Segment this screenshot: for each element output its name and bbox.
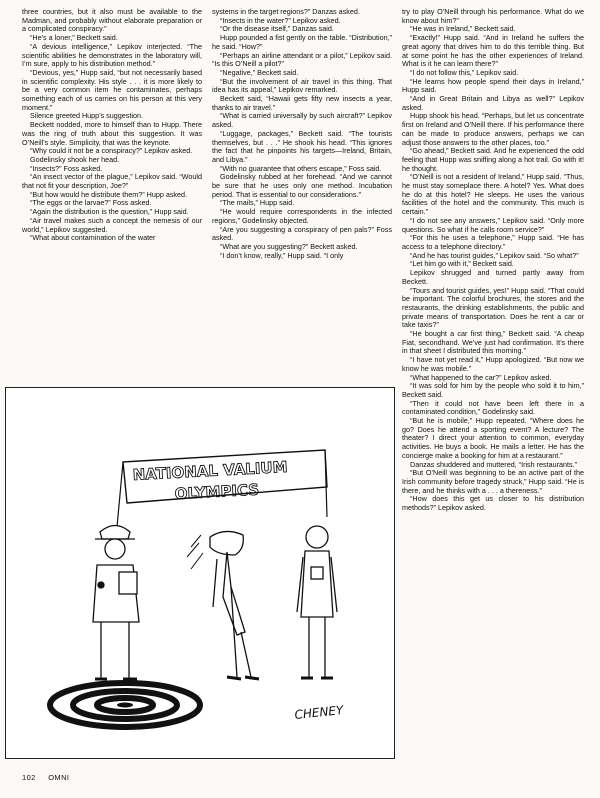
paragraph: try to play O’Neill through his performance. What do we know about him?”: [402, 8, 584, 25]
paragraph: “Devious, yes,” Hupp said, “but not necessarily based in scientific complexity. His style . . . it is more likely to be a very common item he contaminates, perhaps something each of us carries on his person at this very moment.”: [22, 67, 202, 112]
text-column-1: [22, 8, 202, 380]
paragraph: “Negative,” Beckett said.: [220, 67, 299, 77]
paragraph: “Then it could not have been left there in a contaminated condition,” Godelinsky said.: [402, 398, 584, 417]
page-footer: [22, 773, 79, 782]
paragraph: “Exactly!” Hupp said. “And in Ireland he suffers the great agony that drives him to do this terrible thing. But at some point he has the other experiences of Ireland. What is it he can learn there?”: [402, 33, 584, 69]
paragraph: Lepikov shrugged and turned partly away from Beckett.: [402, 268, 584, 286]
paragraph: “For this he uses a telephone,” Hupp said. “He has access to a telephone directory.”: [402, 233, 584, 251]
page-number: 102: [22, 773, 36, 782]
paragraph: “Or the disease itself,” Danzas said.: [220, 24, 334, 34]
paragraph: “What about contamination of the water: [30, 233, 156, 243]
paragraph: “Are you suggesting a conspiracy of pen pals?” Foss asked.: [212, 224, 392, 243]
paragraph: “With no guarantee that others escape,” Foss said.: [220, 163, 382, 173]
paragraph: “Insects in the water?” Lepikov asked.: [220, 15, 341, 25]
paragraph: “He would require correspondents in the infected regions,” Godelinsky objected.: [212, 207, 392, 225]
paragraph: “He was in Ireland,” Beckett said.: [410, 24, 516, 34]
paragraph: “I do not see any answers,” Lepikov said. “Only more questions. So what if he calls room service?”: [402, 215, 584, 234]
paragraph: “But O’Neill was beginning to be an active part of the Irish community before tragedy struck,” Hupp said. “He is there, and he thinks with a . . . a thereness.”: [402, 468, 584, 495]
paragraph: “The eggs or the larvae?” Foss asked.: [30, 198, 152, 208]
paragraph: “It was sold for him by the people who sold it to him,” Beckett said.: [402, 381, 584, 399]
paragraph: “He learns how people spend their days in Ireland,” Hupp said.: [402, 76, 584, 95]
paragraph: “I do not follow this,” Lepikov said.: [410, 67, 519, 77]
paragraph: “He’s a loner,” Beckett said.: [30, 33, 118, 43]
paragraph: “What is carried universally by such aircraft?” Lepikov asked.: [212, 111, 392, 130]
magazine-name: OMNI: [48, 773, 70, 782]
paragraph: “Why could it not be a conspiracy?” Lepikov asked.: [30, 146, 193, 156]
paragraph: Godelinsky shook her head.: [30, 154, 120, 164]
paragraph: systems in the target regions?” Danzas asked.: [212, 8, 360, 16]
paragraph: Beckett said, “Hawaii gets fifty new insects a year, thanks to air travel.”: [212, 94, 392, 112]
paragraph: “What are you suggesting?” Beckett asked.: [220, 241, 358, 251]
paragraph: “Let him go with it,” Beckett said.: [410, 259, 514, 269]
paragraph: “An insect vector of the plague,” Lepikov said. “Would that not fit your description, Joe?”: [22, 172, 202, 191]
paragraph: “How does this get us closer to his distribution methods?” Lepikov asked.: [402, 494, 584, 513]
text-column-2: [212, 8, 392, 380]
paragraph: three countries, but it also must be available to the Madman, and probably without elaborate preparation or a complicated conspiracy.”: [22, 8, 202, 34]
paragraph: “A devious intelligence,” Lepikov interjected. “The scientific abilities he demonstrates in the laboratory will, I’m sure, apply to his distribution method.”: [22, 41, 202, 69]
paragraph: “Perhaps an airline attendant or a pilot,” Lepikov said. “Is this O’Neill a pilot?”: [212, 50, 392, 69]
paragraph: “Air travel makes such a concept the nemesis of our world,” Lepikov suggested.: [22, 215, 202, 234]
paragraph: “What happened to the car?” Lepikov asked.: [410, 372, 552, 382]
paragraph: “But the involvement of air travel in this thing. That idea has its appeal,” Lepikov remarked.: [212, 76, 392, 95]
paragraph: Beckett nodded, more to himself than to Hupp. There was the ring of truth about this suggestion. It was O’Neill’s style. Simplicity, that was the keynote.: [22, 120, 202, 147]
paragraph: “Tours and tourist guides, yes!” Hupp said. “That could be important. The colorful brochures, the stores and the restaurants, the drinking establishments, the public and private means of transportation. Does he rent a car or take taxis?”: [402, 285, 584, 330]
paragraph: Silence greeted Hupp’s suggestion.: [30, 111, 143, 121]
banner-line-2: OLYMPICS: [174, 480, 260, 503]
text-column-3: [402, 8, 584, 773]
banner-line-1: NATIONAL VALIUM: [132, 457, 288, 484]
paragraph: “But how would he distribute them?” Hupp asked.: [30, 189, 188, 199]
paragraph: Godelinsky rubbed at her forehead. “And we cannot be sure that he uses only one method. Incubation period. That is essential to our considerations.”: [212, 172, 392, 199]
paragraph: “He bought a car first thing,” Beckett said. “A cheap Fiat, secondhand. We’ve just had confirmation. It’s there in that sheet I distributed this morning.”: [402, 329, 584, 356]
paragraph: “But he is mobile,” Hupp repeated. “Where does he go? Does he attend a sporting event? A lecture? The theater? I direct your attention to common, everyday activities. He buys a book. He mails a letter. He has the concierge make a booking for him at a restaurant.”: [402, 416, 584, 460]
paragraph: “And he has tourist guides,” Lepikov said. “So what?”: [410, 250, 579, 260]
paragraph: “I have not yet read it,” Hupp apologized. “But now we know he was mobile.”: [402, 355, 584, 373]
target-rings: [50, 683, 200, 727]
paragraph: “Insects?” Foss asked.: [30, 163, 103, 173]
paragraph: “The mails,” Hupp said.: [220, 198, 295, 208]
paragraph: Danzas shuddered and muttered, “Irish restaurants.”: [410, 459, 577, 469]
paragraph: Hupp shook his head. “Perhaps, but let us concentrate first on Ireland and O’Neill there. If his performance there can be made to produce answers, perhaps we can adjust those answers to the other places, too.”: [402, 111, 584, 147]
cartoon-illustration: [5, 387, 395, 759]
paragraph: “Luggage, packages,” Beckett said. “The tourists themselves, but . . .” He shook his head. “This ignores the fact that he pinpoints his targets—Ireland, Britain, and Libya.”: [212, 128, 392, 164]
paragraph: “Go ahead,” Beckett said. And he experienced the odd feeling that Hupp was sniffing along a hot trail. Go with it! he thought.: [402, 146, 584, 173]
paragraph: Hupp pounded a fist gently on the table. “Distribution,” he said. “How?”: [212, 33, 392, 51]
paragraph: “I don’t know, really,” Hupp said. “I only: [220, 250, 344, 260]
paragraph: “O’Neill is not a resident of Ireland,” Hupp said. “Thus, he must stay someplace there. A hotel? Yes. What does he do at this hotel? He sleeps. He uses the various facilities of the hotel and the community. This much is certain.”: [402, 172, 584, 217]
paragraph: “And in Great Britain and Libya as well?” Lepikov asked.: [402, 94, 584, 112]
paragraph: “Again the distribution is the question,” Hupp said.: [30, 207, 189, 217]
artist-signature: CHENEY: [293, 702, 344, 722]
